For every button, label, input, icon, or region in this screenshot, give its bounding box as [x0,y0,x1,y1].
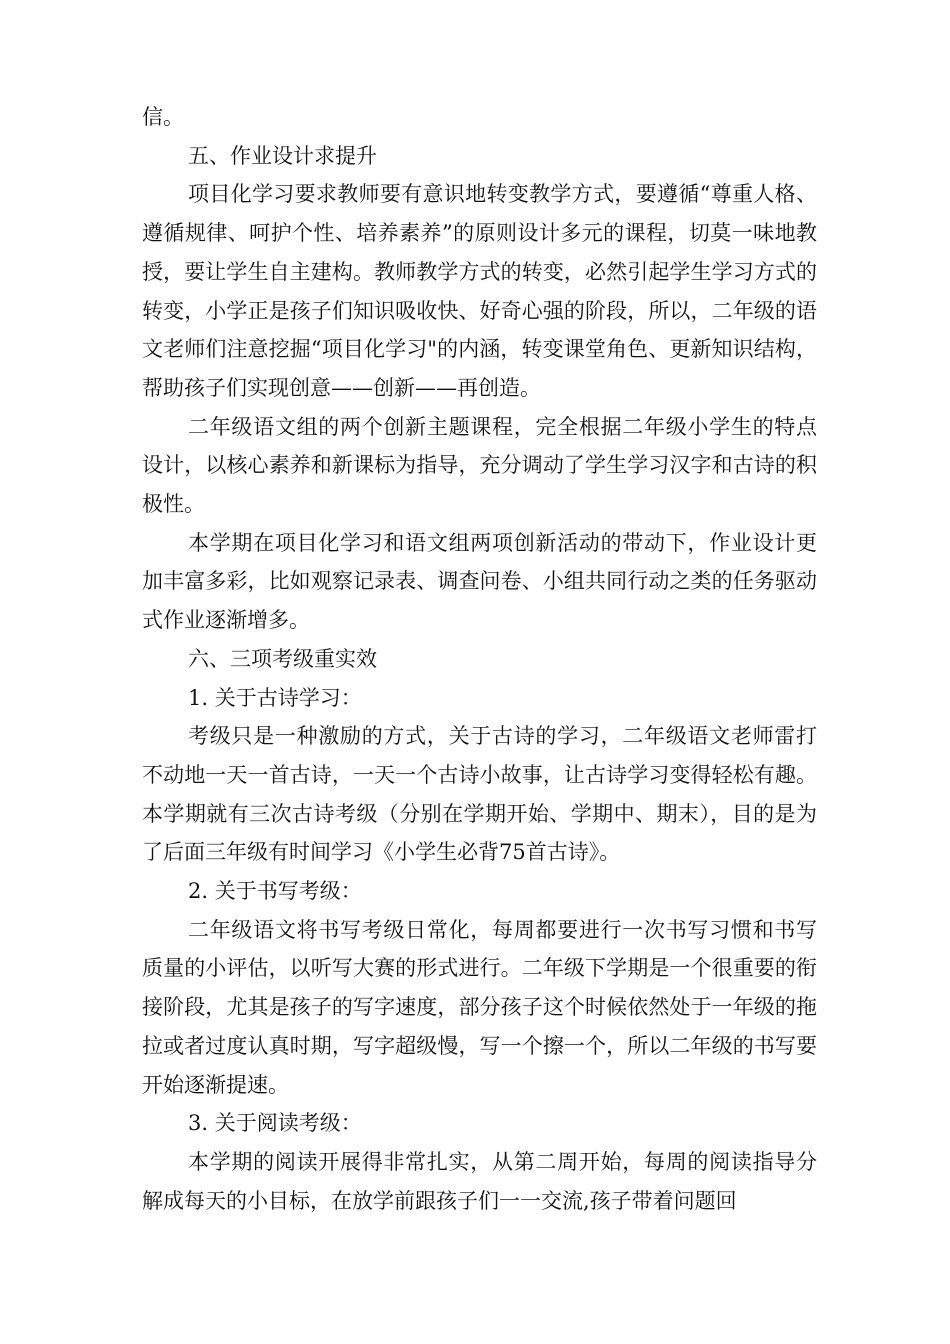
paragraph: 本学期的阅读开展得非常扎实，从第二周开始，每周的阅读指导分解成每天的小目标，在放学前跟孩子们一一交流,孩子带着问题回 [142,1149,817,1213]
paragraph-continuation: 信。 [142,105,184,129]
paragraph: 本学期在项目化学习和语文组两项创新活动的带动下，作业设计更加丰富多彩，比如观察记录表、调查问卷、小组共同行动之类的任务驱动式作业逐渐增多。 [142,530,817,633]
section-heading-6: 六、三项考级重实效 [188,646,377,671]
document-body [142,98,817,1220]
subheading-1: 1. 关于古诗学习： [188,685,362,710]
section-heading-5: 五、作业设计求提升 [188,143,377,168]
subheading-2: 2. 关于书写考级： [188,879,362,904]
paragraph: 项目化学习要求教师要有意识地转变教学方式，要遵循“尊重人格、遵循规律、呵护个性、培养素养”的原则设计多元的课程，切莫一味地教授，要让学生自主建构。教师教学方式的转变，必然引起学生学习方式的转变，小学正是孩子们知识吸收快、好奇心强的阶段，所以，二年级的语文老师们注意挖掘“项目化学习"的内涵，转变课堂角色、更新知识结构，帮助孩子们实现创意——创新——再创造。 [142,182,817,400]
paragraph: 考级只是一种激励的方式，关于古诗的学习，二年级语文老师雷打不动地一天一首古诗，一天一个古诗小故事，让古诗学习变得轻松有趣。本学期就有三次古诗考级（分别在学期开始、学期中、期末），目的是为了后面三年级有时间学习《小学生必背75首古诗》。 [142,724,817,865]
paragraph: 二年级语文将书写考级日常化，每周都要进行一次书写习惯和书写质量的小评估，以听写大赛的形式进行。二年级下学期是一个很重要的衔接阶段，尤其是孩子的写字速度，部分孩子这个时候依然处于一年级的拖拉或者过度认真时期，写字超级慢，写一个擦一个，所以二年级的书写要开始逐渐提速。 [142,917,817,1097]
paragraph: 二年级语文组的两个创新主题课程，完全根据二年级小学生的特点设计，以核心素养和新课标为指导，充分调动了学生学习汉字和古诗的积极性。 [142,414,817,517]
subheading-3: 3. 关于阅读考级： [188,1111,362,1136]
